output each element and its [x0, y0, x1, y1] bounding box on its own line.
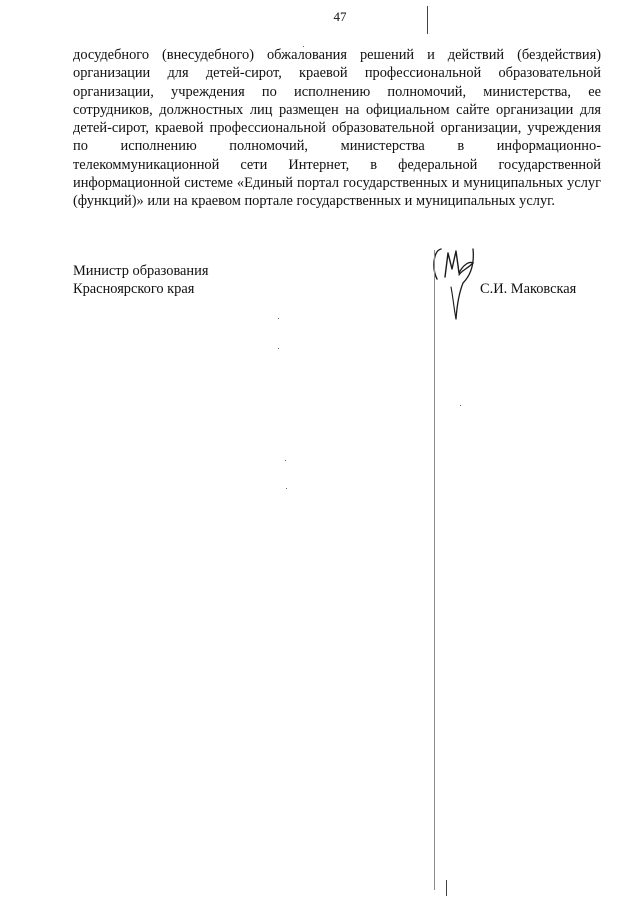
handwritten-signature-icon: [429, 239, 479, 331]
scan-artifact-dot: [303, 46, 304, 47]
scan-artifact-line: [434, 250, 435, 890]
scan-artifact-dot: [285, 460, 286, 461]
scan-artifact-line: [446, 880, 447, 896]
signatory-title-line-1: Министр образования: [73, 263, 209, 279]
scan-artifact-dot: [286, 488, 287, 489]
signatory-title: [73, 262, 208, 299]
body-paragraph: досудебного (внесудебного) обжалования решений и действий (бездействия) организации для детей-сирот, краевой профессиональной образовательной организации, учреждения по исполнению полномочий, министерства, ее сотрудников, должностных лиц размещен на официальном сайте организации для детей-сирот, краевой профессиональной образовательной организации, учреждения по исполнению полномочий, министерства в информационно-телекоммуникационной сети Интернет, в федеральной государственной информационной системе «Единый портал государственных и муниципальных услуг (функций)» или на краевом портале государственных и муниципальных услуг.: [73, 47, 601, 210]
signatory-title-line-2: Красноярского края: [73, 281, 195, 298]
signatory-name: С.И. Маковская: [480, 281, 577, 297]
page-number: 47: [333, 9, 347, 24]
scan-artifact-dot: [278, 348, 279, 349]
signature-block: [73, 262, 601, 332]
scan-artifact-dot: [460, 405, 461, 406]
scan-artifact-dot: [278, 318, 279, 319]
scan-artifact-line: [427, 6, 428, 34]
